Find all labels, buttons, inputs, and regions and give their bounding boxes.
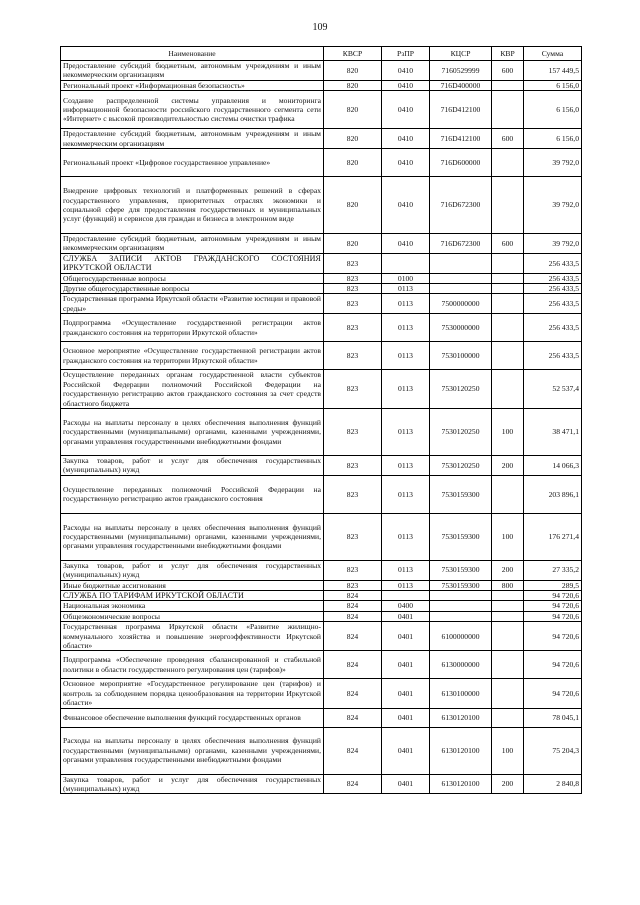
row-sum: 39 792,0 <box>524 177 582 234</box>
row-sum: 75 204,3 <box>524 727 582 774</box>
row-kcsr <box>430 601 492 611</box>
row-kcsr: 716D412100 <box>430 91 492 129</box>
header-kvr: КВР <box>492 47 524 61</box>
row-kcsr: 7530000000 <box>430 314 492 342</box>
row-name: Расходы на выплаты персоналу в целях обеспечения выполнения функций государственными (муниципальными) органами, казенными учреждениями, органами управления государственными внебюджетными фондами <box>61 727 324 774</box>
row-kvr <box>492 149 524 177</box>
row-sum: 14 066,3 <box>524 455 582 475</box>
row-name: Внедрение цифровых технологий и платформенных решений в сферах государственного управления, приоритетных отраслях экономики и социальной сфере для предоставления государственных и муниципальных услуг (функций) и сервисов для граждан и бизнеса в электронном виде <box>61 177 324 234</box>
row-name: Закупка товаров, работ и услуг для обеспечения государственных (муниципальных) нужд <box>61 455 324 475</box>
header-name: Наименование <box>61 47 324 61</box>
table-row <box>61 342 582 370</box>
row-kvr <box>492 80 524 90</box>
table-row <box>61 560 582 580</box>
row-name: Осуществление переданных полномочий Российской Федерации на государственную регистрацию актов гражданского состояния <box>61 475 324 513</box>
table-row <box>61 273 582 283</box>
row-kvr: 600 <box>492 61 524 81</box>
row-kcsr: 7530120250 <box>430 370 492 409</box>
table-header-row <box>61 47 582 61</box>
row-rzpr: 0113 <box>382 284 430 294</box>
table-row <box>61 61 582 81</box>
row-name: Закупка товаров, работ и услуг для обеспечения государственных (муниципальных) нужд <box>61 774 324 794</box>
row-rzpr: 0400 <box>382 601 430 611</box>
row-kcsr <box>430 590 492 600</box>
row-kvr: 200 <box>492 774 524 794</box>
table-row <box>61 253 582 273</box>
row-kvsr: 820 <box>324 80 382 90</box>
row-kvr <box>492 611 524 621</box>
row-rzpr: 0113 <box>382 370 430 409</box>
row-kvsr: 823 <box>324 342 382 370</box>
row-rzpr: 0113 <box>382 342 430 370</box>
table-row <box>61 294 582 314</box>
row-kvsr: 824 <box>324 774 382 794</box>
header-rzpr: РзПР <box>382 47 430 61</box>
row-kvr <box>492 590 524 600</box>
page-number: 109 <box>312 22 328 33</box>
row-sum: 94 720,6 <box>524 601 582 611</box>
row-name: Иные бюджетные ассигнования <box>61 580 324 590</box>
table-row <box>61 177 582 234</box>
row-name: Государственная программа Иркутской области «Развитие жилищно-коммунального хозяйства и повышение энергоэффективности Иркутской области» <box>61 622 324 651</box>
row-name: Региональный проект «Информационная безопасность» <box>61 80 324 90</box>
budget-table <box>60 46 582 794</box>
row-kvr: 800 <box>492 580 524 590</box>
row-name: Предоставление субсидий бюджетным, автономным учреждениям и иным некоммерческим организациям <box>61 234 324 254</box>
row-kcsr <box>430 253 492 273</box>
row-kcsr: 6130120100 <box>430 708 492 727</box>
row-sum: 39 792,0 <box>524 234 582 254</box>
row-kvsr: 823 <box>324 294 382 314</box>
row-rzpr: 0113 <box>382 294 430 314</box>
table-row <box>61 314 582 342</box>
row-name: Государственная программа Иркутской области «Развитие юстиции и правовой среды» <box>61 294 324 314</box>
row-rzpr: 0113 <box>382 560 430 580</box>
row-kcsr: 7530159300 <box>430 513 492 560</box>
row-sum: 94 720,6 <box>524 679 582 708</box>
row-kvsr: 824 <box>324 651 382 679</box>
row-kcsr: 6130120100 <box>430 774 492 794</box>
row-kcsr: 7530159300 <box>430 560 492 580</box>
table-row <box>61 284 582 294</box>
row-kcsr: 7500000000 <box>430 294 492 314</box>
row-kcsr: 6130000000 <box>430 651 492 679</box>
row-kcsr: 716D412100 <box>430 129 492 149</box>
row-kvsr: 823 <box>324 408 382 455</box>
row-kcsr: 7530159300 <box>430 580 492 590</box>
row-sum: 256 433,5 <box>524 253 582 273</box>
row-name: Расходы на выплаты персоналу в целях обеспечения выполнения функций государственными (муниципальными) органами, казенными учреждениями, органами управления государственными внебюджетными фондами <box>61 513 324 560</box>
row-kvsr: 823 <box>324 253 382 273</box>
table-row <box>61 80 582 90</box>
row-kvsr: 824 <box>324 601 382 611</box>
row-rzpr: 0410 <box>382 80 430 90</box>
row-rzpr: 0401 <box>382 774 430 794</box>
row-name: Общеэкономические вопросы <box>61 611 324 621</box>
row-kcsr <box>430 284 492 294</box>
row-rzpr: 0410 <box>382 91 430 129</box>
row-kvr <box>492 342 524 370</box>
row-sum: 6 156,0 <box>524 80 582 90</box>
table-row <box>61 601 582 611</box>
row-kvsr: 823 <box>324 284 382 294</box>
row-sum: 78 045,1 <box>524 708 582 727</box>
row-sum: 256 433,5 <box>524 294 582 314</box>
table-row <box>61 475 582 513</box>
table-row <box>61 455 582 475</box>
header-kcsr: КЦСР <box>430 47 492 61</box>
row-kcsr: 6130100000 <box>430 679 492 708</box>
row-sum: 38 471,1 <box>524 408 582 455</box>
row-kvsr: 824 <box>324 708 382 727</box>
row-kvsr: 820 <box>324 177 382 234</box>
table-row <box>61 651 582 679</box>
row-rzpr: 0113 <box>382 314 430 342</box>
row-name: Основное мероприятие «Государственное регулирование цен (тарифов) и контроль за соблюдением порядка ценообразования на территории Иркутской области» <box>61 679 324 708</box>
row-name: СЛУЖБА ПО ТАРИФАМ ИРКУТСКОЙ ОБЛАСТИ <box>61 590 324 600</box>
row-name: Предоставление субсидий бюджетным, автономным учреждениям и иным некоммерческим организациям <box>61 129 324 149</box>
row-kvsr: 824 <box>324 611 382 621</box>
row-rzpr: 0401 <box>382 708 430 727</box>
table-row <box>61 590 582 600</box>
row-kvr <box>492 708 524 727</box>
table-row <box>61 679 582 708</box>
header-kvsr: КВСР <box>324 47 382 61</box>
row-name: Другие общегосударственные вопросы <box>61 284 324 294</box>
row-kvsr: 823 <box>324 475 382 513</box>
row-kvsr: 824 <box>324 727 382 774</box>
row-rzpr: 0401 <box>382 727 430 774</box>
row-kcsr <box>430 611 492 621</box>
table-row <box>61 611 582 621</box>
row-sum: 6 156,0 <box>524 91 582 129</box>
row-rzpr: 0401 <box>382 622 430 651</box>
row-kvr <box>492 253 524 273</box>
row-kvsr: 820 <box>324 129 382 149</box>
row-kvr <box>492 651 524 679</box>
row-rzpr: 0401 <box>382 611 430 621</box>
row-sum: 256 433,5 <box>524 284 582 294</box>
row-rzpr: 0113 <box>382 580 430 590</box>
row-name: Общегосударственные вопросы <box>61 273 324 283</box>
row-kvr <box>492 294 524 314</box>
row-sum: 27 335,2 <box>524 560 582 580</box>
table-body <box>61 61 582 794</box>
row-sum: 256 433,5 <box>524 314 582 342</box>
row-sum: 94 720,6 <box>524 622 582 651</box>
row-kvr <box>492 622 524 651</box>
row-rzpr: 0410 <box>382 149 430 177</box>
row-rzpr: 0113 <box>382 513 430 560</box>
row-name: Создание распределенной системы управления и мониторинга информационной безопасности российского государственного сегмента сети «Интернет» с высокой производительностью системы очистки трафика <box>61 91 324 129</box>
row-kcsr: 7530100000 <box>430 342 492 370</box>
row-kcsr: 7530120250 <box>430 455 492 475</box>
row-kcsr: 716D672300 <box>430 177 492 234</box>
row-sum: 2 840,8 <box>524 774 582 794</box>
table-row <box>61 622 582 651</box>
row-rzpr <box>382 590 430 600</box>
row-kvr: 200 <box>492 560 524 580</box>
table-row <box>61 774 582 794</box>
row-kvr: 200 <box>492 455 524 475</box>
row-rzpr: 0410 <box>382 177 430 234</box>
row-rzpr: 0401 <box>382 679 430 708</box>
row-name: Основное мероприятие «Осуществление государственной регистрации актов гражданского состояния на территории Иркутской области» <box>61 342 324 370</box>
row-name: Расходы на выплаты персоналу в целях обеспечения выполнения функций государственными (муниципальными) органами, казенными учреждениями, органами управления государственными внебюджетными фондами <box>61 408 324 455</box>
row-sum: 289,5 <box>524 580 582 590</box>
row-rzpr <box>382 253 430 273</box>
row-kvsr: 823 <box>324 560 382 580</box>
row-kvr: 100 <box>492 727 524 774</box>
row-kvr: 600 <box>492 234 524 254</box>
header-sum: Сумма <box>524 47 582 61</box>
row-sum: 6 156,0 <box>524 129 582 149</box>
row-kvsr: 823 <box>324 314 382 342</box>
table-row <box>61 91 582 129</box>
row-kvr <box>492 475 524 513</box>
row-name: Закупка товаров, работ и услуг для обеспечения государственных (муниципальных) нужд <box>61 560 324 580</box>
row-rzpr: 0410 <box>382 129 430 149</box>
row-kvr <box>492 284 524 294</box>
table-row <box>61 580 582 590</box>
row-sum: 52 537,4 <box>524 370 582 409</box>
row-kvsr: 824 <box>324 679 382 708</box>
row-kcsr: 716D672300 <box>430 234 492 254</box>
row-kcsr: 7530120250 <box>430 408 492 455</box>
row-kvr <box>492 273 524 283</box>
row-name: Подпрограмма «Обеспечение проведения сбалансированной и стабильной политики в области государственного регулирования цен (тарифов)» <box>61 651 324 679</box>
row-kvr <box>492 601 524 611</box>
row-kvr <box>492 177 524 234</box>
row-kvsr: 820 <box>324 234 382 254</box>
row-kvsr: 820 <box>324 61 382 81</box>
row-kvsr: 820 <box>324 149 382 177</box>
row-kvsr: 823 <box>324 513 382 560</box>
row-sum: 94 720,6 <box>524 611 582 621</box>
row-sum: 256 433,5 <box>524 273 582 283</box>
row-rzpr: 0113 <box>382 408 430 455</box>
row-kvsr: 823 <box>324 370 382 409</box>
row-rzpr: 0401 <box>382 651 430 679</box>
row-sum: 94 720,6 <box>524 590 582 600</box>
row-sum: 157 449,5 <box>524 61 582 81</box>
row-kvr: 100 <box>492 513 524 560</box>
row-name: Национальная экономика <box>61 601 324 611</box>
table-row <box>61 129 582 149</box>
row-kvsr: 820 <box>324 91 382 129</box>
table-row <box>61 370 582 409</box>
row-name: Финансовое обеспечение выполнения функций государственных органов <box>61 708 324 727</box>
row-kcsr: 716D400000 <box>430 80 492 90</box>
row-kvr <box>492 314 524 342</box>
row-sum: 39 792,0 <box>524 149 582 177</box>
row-rzpr: 0410 <box>382 234 430 254</box>
table-row <box>61 408 582 455</box>
row-kvr: 100 <box>492 408 524 455</box>
row-kvr <box>492 370 524 409</box>
row-kcsr: 6100000000 <box>430 622 492 651</box>
table-row <box>61 513 582 560</box>
row-kvsr: 824 <box>324 622 382 651</box>
row-name: Региональный проект «Цифровое государственное управление» <box>61 149 324 177</box>
row-rzpr: 0113 <box>382 455 430 475</box>
row-kvsr: 823 <box>324 273 382 283</box>
row-kvr: 600 <box>492 129 524 149</box>
row-kvsr: 823 <box>324 580 382 590</box>
row-kvr <box>492 679 524 708</box>
row-name: Осуществление переданных органам государственной власти субъектов Российской Федерации полномочий Российской Федерации на государственную регистрацию актов гражданского состояния за счет средств областного бюджета <box>61 370 324 409</box>
row-sum: 94 720,6 <box>524 651 582 679</box>
row-sum: 203 896,1 <box>524 475 582 513</box>
table-row <box>61 149 582 177</box>
row-kcsr: 7160529999 <box>430 61 492 81</box>
row-rzpr: 0113 <box>382 475 430 513</box>
row-name: Подпрограмма «Осуществление государственной регистрации актов гражданского состояния на территории Иркутской области» <box>61 314 324 342</box>
row-sum: 176 271,4 <box>524 513 582 560</box>
row-sum: 256 433,5 <box>524 342 582 370</box>
row-kcsr: 716D600000 <box>430 149 492 177</box>
row-rzpr: 0410 <box>382 61 430 81</box>
table-row <box>61 234 582 254</box>
row-kvsr: 824 <box>324 590 382 600</box>
row-name: СЛУЖБА ЗАПИСИ АКТОВ ГРАЖДАНСКОГО СОСТОЯНИЯ ИРКУТСКОЙ ОБЛАСТИ <box>61 253 324 273</box>
row-kcsr: 7530159300 <box>430 475 492 513</box>
row-kcsr <box>430 273 492 283</box>
row-kcsr: 6130120100 <box>430 727 492 774</box>
table-row <box>61 708 582 727</box>
row-kvsr: 823 <box>324 455 382 475</box>
row-kvr <box>492 91 524 129</box>
table-row <box>61 727 582 774</box>
row-name: Предоставление субсидий бюджетным, автономным учреждениям и иным некоммерческим организациям <box>61 61 324 81</box>
row-rzpr: 0100 <box>382 273 430 283</box>
